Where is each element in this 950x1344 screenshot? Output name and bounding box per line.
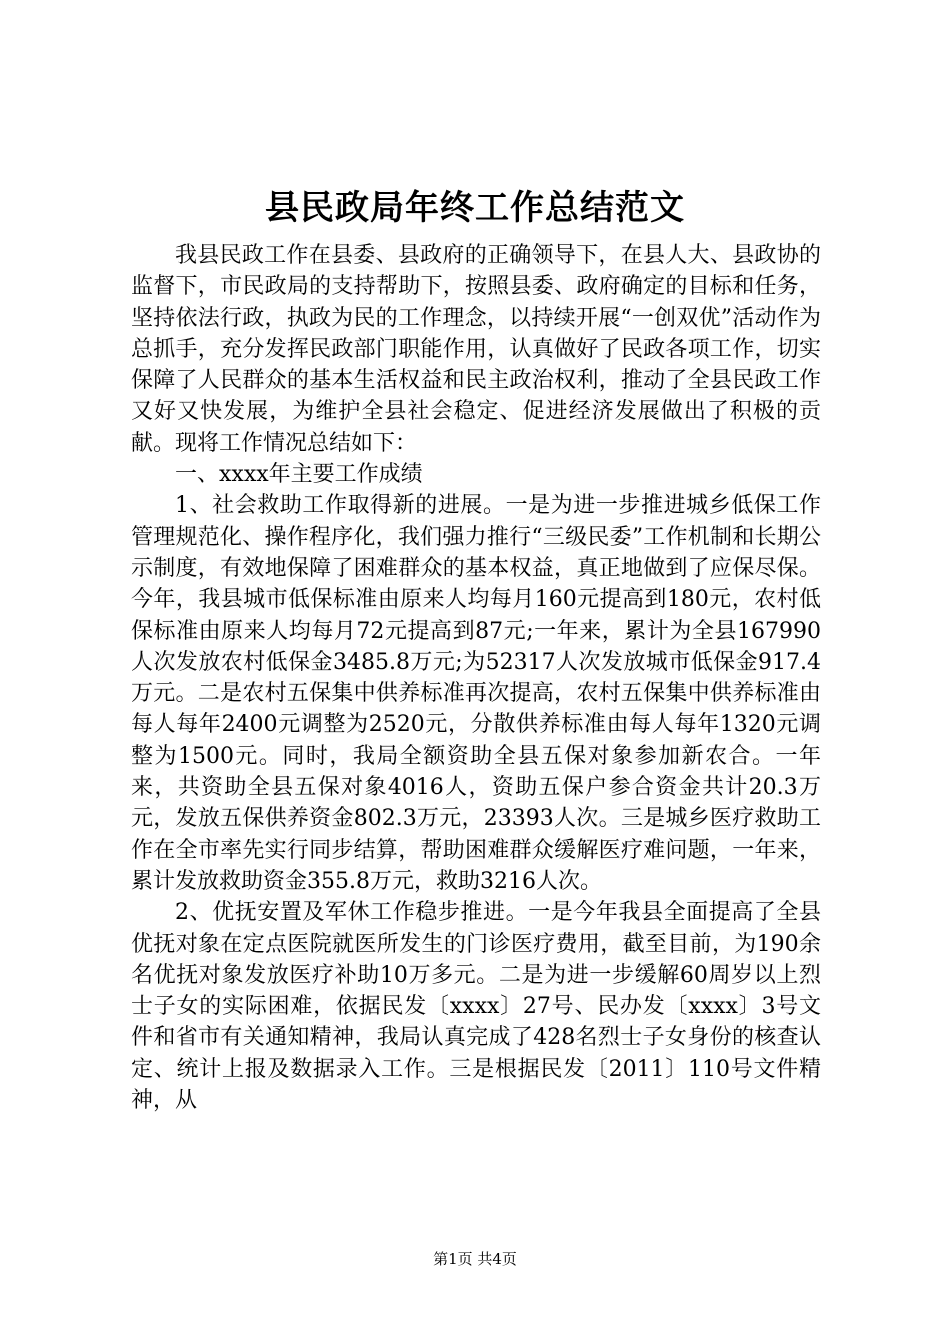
section-1-paragraph: 1、社会救助工作取得新的进展。一是为进一步推进城乡低保工作管理规范化、操作程序化，我们强力推行“三级民委”工作机制和长期公示制度，有效地保障了困难群众的基本权益，真正地做到了应保尽保。今年，我县城市低保标准由原来人均每月160元提高到180元，农村低保标准由原来人均每月72元提高到87元;一年来，累计为全县167990人次发放农村低保金3485.8万元;为52317人次发放城市低保金917.4万元。二是农村五保集中供养标准再次提高，农村五保集中供养标准由每人每年2400元调整为2520元，分散供养标准由每人每年1320元调整为1500元。同时，我局全额资助全县五保对象参加新农合。一年来，共资助全县五保对象4016人，资助五保户参合资金共计20.3万元，发放五保供养资金802.3万元，23393人次。三是城乡医疗救助工作在全市率先实行同步结算，帮助困难群众缓解医疗难问题，一年来，累计发放救助资金355.8万元，救助3216人次。: [131, 493, 821, 894]
section-heading: 一、xxxx年主要工作成绩: [175, 462, 423, 488]
section-2-paragraph: 2、优抚安置及军休工作稳步推进。一是今年我县全面提高了全县优抚对象在定点医院就医所发生的门诊医疗费用，截至目前，为190余名优抚对象发放医疗补助10万多元。二是为进一步缓解60周岁以上烈士子女的实际困难，依据民发〔xxxx〕27号、民办发〔xxxx〕3号文件和省市有关通知精神，我局认真完成了428名烈士子女身份的核查认定、统计上报及数据录入工作。三是根据民发〔2011〕110号文件精神，从: [131, 900, 821, 1114]
document-body: [131, 240, 821, 1116]
document-title: 县民政局年终工作总结范文: [265, 188, 685, 228]
intro-paragraph: 我县民政工作在县委、县政府的正确领导下，在县人大、县政协的监督下，市民政局的支持帮助下，按照县委、政府确定的目标和任务，坚持依法行政，执政为民的工作理念，以持续开展“一创双优”活动作为总抓手，充分发挥民政部门职能作用，认真做好了民政各项工作，切实保障了人民群众的基本生活权益和民主政治权利，推动了全县民政工作又好又快发展，为维护全县社会稳定、促进经济发展做出了积极的贡献。现将工作情况总结如下：: [131, 243, 821, 456]
page-number: 第1页 共4页: [433, 1250, 517, 1268]
